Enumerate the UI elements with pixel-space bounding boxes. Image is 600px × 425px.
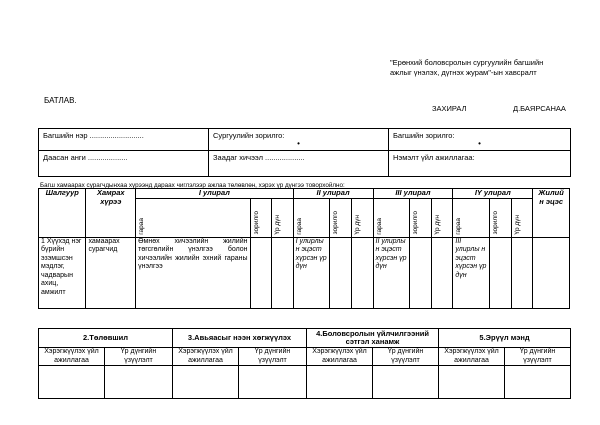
regulation-note-line1: "Ерөнхий боловсролын сургуулийн багшийн — [390, 58, 544, 67]
s4-result-header: Үр дүнгийн үзүүлэлт — [373, 348, 439, 366]
q1-result-header: Үр дүн — [274, 214, 282, 235]
q4-activity-header: гараа — [455, 217, 463, 235]
bullet-icon: • — [297, 138, 300, 148]
school-goal-field[interactable] — [209, 129, 389, 151]
school-goal-label: Сургуулийн зорилго: — [213, 131, 285, 140]
s5-activity-cell[interactable] — [439, 366, 505, 399]
section3-header: 3.Авьяасыг нээн хөгжүүлэх — [173, 329, 307, 348]
q1-goal-header: зорилго — [252, 211, 260, 235]
teacher-goal-label: Багшийн зорилго: — [393, 131, 455, 140]
scope-header: Хамрах хүрээ — [86, 189, 136, 238]
s2-activity-cell[interactable] — [39, 366, 105, 399]
director-title: ЗАХИРАЛ — [432, 104, 467, 113]
s2-activity-header: Хэрэгжүүлэх үйл ажиллагаа — [39, 348, 105, 366]
regulation-note-line2: ажлыг үнэлэх, дүгнэх журам"-ын хавсралт — [390, 68, 537, 77]
s3-result-header: Үр дүнгийн үзүүлэлт — [239, 348, 307, 366]
s4-activity-header: Хэрэгжүүлэх үйл ажиллагаа — [307, 348, 373, 366]
q2-result-header: Үр дүн — [353, 214, 361, 235]
teacher-name-field[interactable]: Багшийн нэр .......................... — [39, 129, 209, 151]
s3-result-cell[interactable] — [239, 366, 307, 399]
row-q1-result-cell[interactable] — [272, 237, 294, 308]
subject-field[interactable]: Заадаг хичээл ................... — [209, 151, 389, 177]
row-q2-goal-cell[interactable] — [330, 237, 352, 308]
q2-goal-header: зорилго — [332, 211, 340, 235]
year-end-header: Жилий н эцэс — [533, 189, 570, 238]
q4-result-header: Үр дүн — [513, 214, 521, 235]
row-q2-cell[interactable]: I улирлы н эцэст хүрсэн үр дүн — [293, 237, 330, 308]
bullet-icon: • — [478, 138, 481, 148]
section4-header: 4.Боловсролын үйлчилгээний сэтгэл ханамж — [307, 329, 439, 348]
row-q1-goal-cell[interactable] — [250, 237, 272, 308]
bottom-table — [38, 328, 571, 399]
quarter4-header: IY улирал — [453, 189, 533, 199]
row-q4-result-cell[interactable] — [511, 237, 533, 308]
row-q3-goal-cell[interactable] — [410, 237, 432, 308]
quarter1-header: I улирал — [136, 189, 294, 199]
row-criteria-cell: 1 Хүүхэд нэг бүрийн эзэмшсэн мэдлэг, чадварын ахиц, амжилт — [39, 237, 86, 308]
criteria-header: Шалгуур — [39, 189, 86, 238]
director-name: Д.БАЯРСАНАА — [513, 104, 566, 113]
q2-activity-header: гараа — [295, 217, 303, 235]
section2-header: 2.Төлөвшил — [39, 329, 173, 348]
extra-work-field[interactable]: Нэмэлт үйл ажиллагаа: — [389, 151, 571, 177]
s3-activity-header: Хэрэгжүүлэх үйл ажиллагаа — [173, 348, 239, 366]
row-q3-result-cell[interactable] — [431, 237, 453, 308]
regulation-note — [390, 58, 570, 78]
s5-activity-header: Хэрэгжүүлэх үйл ажиллагаа — [439, 348, 505, 366]
row-year-end-cell[interactable] — [533, 237, 570, 308]
plan-table — [38, 188, 570, 309]
q3-result-header: Үр дүн — [433, 214, 441, 235]
approve-label: БАТЛАВ. — [44, 96, 77, 105]
s5-result-cell[interactable] — [505, 366, 571, 399]
row-q2-result-cell[interactable] — [351, 237, 373, 308]
s3-activity-cell[interactable] — [173, 366, 239, 399]
q3-goal-header: зорилго — [412, 211, 420, 235]
info-table — [38, 128, 571, 177]
row-q4-goal-cell[interactable] — [490, 237, 512, 308]
q3-activity-header: гараа — [375, 217, 383, 235]
row-q3-cell[interactable]: II улирлы н эцэст хүрсэн үр дүн — [373, 237, 410, 308]
row-q4-cell[interactable]: III улирлы н эцэст хүрсэн үр дүн — [453, 237, 490, 308]
plan-caption: Багш хамаарах сурагчдынхаа хүрээнд дараах чиглэлээр ажлаа төлөвлөн, хэрэх үр дүнгээ товорхойлно: — [40, 182, 345, 189]
quarter3-header: III улирал — [373, 189, 453, 199]
s5-result-header: Үр дүнгийн үзүүлэлт — [505, 348, 571, 366]
q1-activity-header: гараа — [138, 217, 146, 235]
s4-result-cell[interactable] — [373, 366, 439, 399]
s2-result-header: Үр дүнгийн үзүүлэлт — [105, 348, 173, 366]
row-q1-cell[interactable]: Өмнөх хичээлийн жилийн төгсгөлийн үнэлгээ болон хичээлийн жилийн эхний гараны үнэлгээ — [136, 237, 250, 308]
s2-result-cell[interactable] — [105, 366, 173, 399]
teacher-goal-field[interactable] — [389, 129, 571, 151]
q4-goal-header: зорилго — [492, 211, 500, 235]
quarter2-header: II улирал — [293, 189, 373, 199]
class-field[interactable]: Даасан анги ................... — [39, 151, 209, 177]
section5-header: 5.Эрүүл мэнд — [439, 329, 571, 348]
s4-activity-cell[interactable] — [307, 366, 373, 399]
row-scope-cell: хамаарах сурагчид — [86, 237, 136, 308]
